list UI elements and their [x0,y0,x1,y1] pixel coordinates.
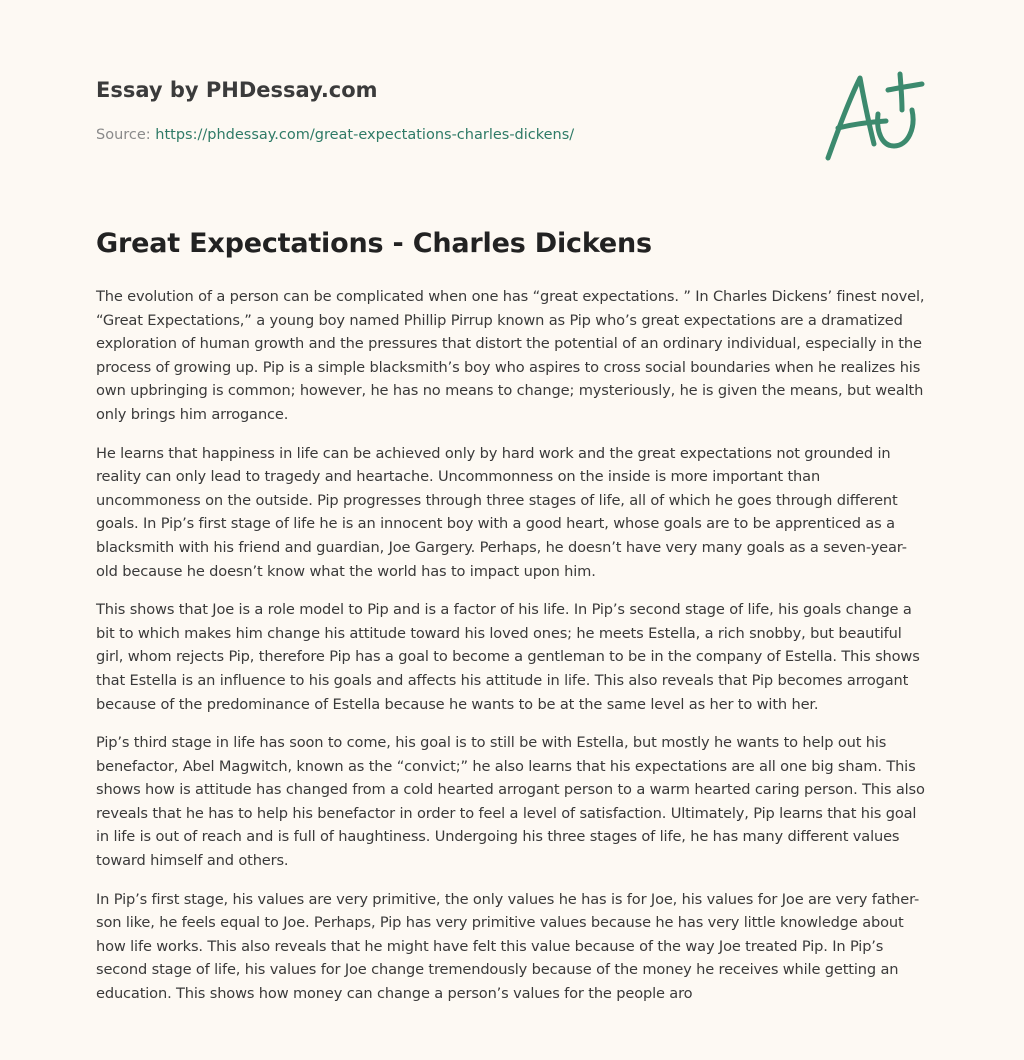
essay-paragraph: In Pip’s first stage, his values are very primitive, the only values he has is for Joe, his values for Joe are very father-son like, he feels equal to Joe. Perhaps, Pip has very primitive values because he has very little knowledge about how life works. This also reveals that he might have felt this value because of the way Joe treated Pip. In Pip’s second stage of life, his values for Joe change tremendously because of the money he receives while getting an education. This shows how money can change a person’s values for the people aro [96,890,920,1003]
source-link[interactable]: https://phdessay.com/great-expectations-charles-dickens/ [155,127,575,143]
essay-paragraph: Pip’s third stage in life has soon to come, his goal is to still be with Estella, but mostly he wants to help out his benefactor, Abel Magwitch, known as the “convict;” he also learns that his expectations are all one big sham. This shows how is attitude has changed from a cold hearted arrogant person to a warm hearted caring person. This also reveals that he has to help his benefactor in order to feel a level of satisfaction. Ultimately, Pip learns that his goal in life is out of reach and is full of haughtiness. Undergoing his three stages of life, he has many different values toward himself and others. [96,734,925,870]
page-header [96,76,796,145]
essay-paragraph: The evolution of a person can be complicated when one has “great expectations. ” In Charles Dickens’ finest novel, “Great Expectations,” a young boy named Phillip Pirrup known as Pip who’s great expectations are a dramatized exploration of human growth and the pressures that distort the potential of an ordinary individual, especially in the process of growing up. Pip is a simple blacksmith’s boy who aspires to cross social boundaries when he realizes his own upbringing is common; however, he has no means to change; mysteriously, he is given the means, but wealth only brings him arrogance. [96,288,925,423]
essay-title: Great Expectations - Charles Dickens [96,228,652,259]
source-label: Source: [96,127,156,143]
essay-paragraph: He learns that happiness in life can be achieved only by hard work and the great expectations not grounded in reality can only lead to tragedy and heartache. Uncommonness on the inside is more important than uncommoness on the outside. Pip progresses through three stages of life, all of which he goes through different goals. In Pip’s first stage of life he is an innocent boy with a good heart, whose goals are to be apprenticed as a blacksmith with his friend and guardian, Joe Gargery. Perhaps, he doesn’t have very many goals as a seven-year-old because he doesn’t know what the world has to impact upon him. [96,444,907,580]
essay-body [96,285,928,1021]
site-brand: Essay by PHDessay.com [96,78,378,102]
essay-paragraph: This shows that Joe is a role model to Pip and is a factor of his life. In Pip’s second stage of life, his goals change a bit to which makes him change his attitude toward his loved ones; he meets Estella, a rich snobby, but beautiful girl, whom rejects Pip, therefore Pip has a goal to become a gentleman to be in the company of Estella. This shows that Estella is an influence to his goals and affects his attitude in life. This also reveals that Pip becomes arrogant because of the predominance of Estella because he wants to be at the same level as her to with her. [96,601,920,713]
a-plus-grade-icon [820,66,930,166]
source-line [96,125,796,145]
